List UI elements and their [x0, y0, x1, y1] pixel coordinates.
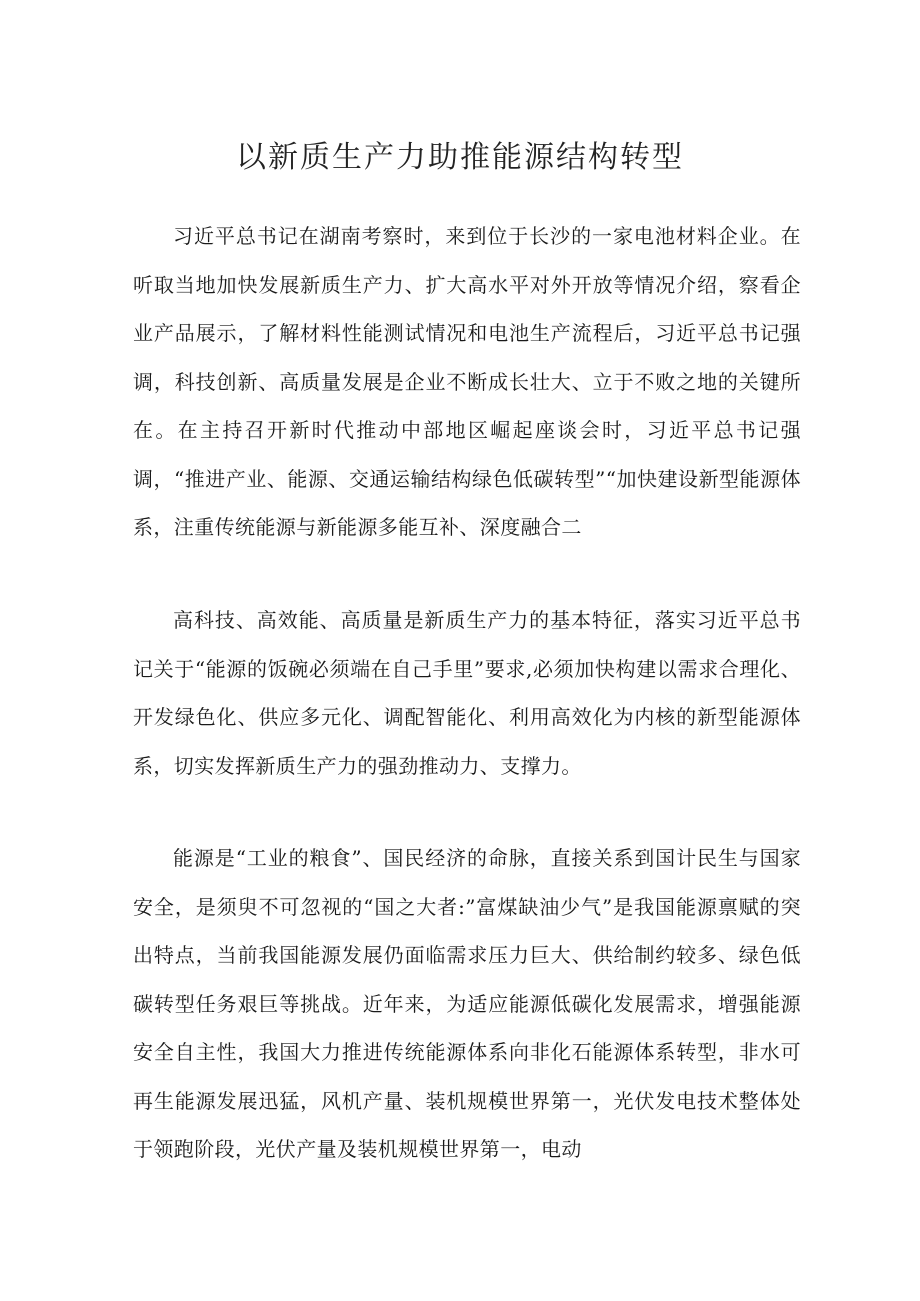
document-title: 以新质生产力助推能源结构转型 [236, 140, 684, 175]
paragraph-1: 习近平总书记在湖南考察时，来到位于长沙的一家电池材料企业。在听取当地加快发展新质生产力、扩大高水平对外开放等情况介绍，察看企业产品展示，了解材料性能测试情况和电池生产流程后，习近平总书记强调，科技创新、高质量发展是企业不断成长壮大、立于不败之地的关键所在。在主持召开新时代推动中部地区崛起座谈会时，习近平总书记强调，“推进产业、能源、交通运输结构绿色低碳转型”“加快建设新型能源体系，注重传统能源与新能源多能互补、深度融合二 [133, 224, 801, 539]
paragraph-2: 高科技、高效能、高质量是新质生产力的基本特征，落实习近平总书记关于“能源的饭碗必须端在自己手里”要求,必须加快构建以需求合理化、开发绿色化、供应多元化、调配智能化、利用高效化为内核的新型能源体系，切实发挥新质生产力的强劲推动力、支撑力。 [133, 608, 801, 778]
paragraph-3: 能源是“工业的粮食”、国民经济的命脉，直接关系到国计民生与国家安全，是须臾不可忽视的“国之大者:”富煤缺油少气”是我国能源禀赋的突出特点，当前我国能源发展仍面临需求压力巨大、供给制约较多、绿色低碳转型任务艰巨等挑战。近年来，为适应能源低碳化发展需求，增强能源安全自主性，我国大力推进传统能源体系向非化石能源体系转型，非水可再生能源发展迅猛，风机产量、装机规模世界第一，光伏发电技术整体处于领跑阶段，光伏产量及装机规模世界第一，电动 [133, 846, 801, 1161]
